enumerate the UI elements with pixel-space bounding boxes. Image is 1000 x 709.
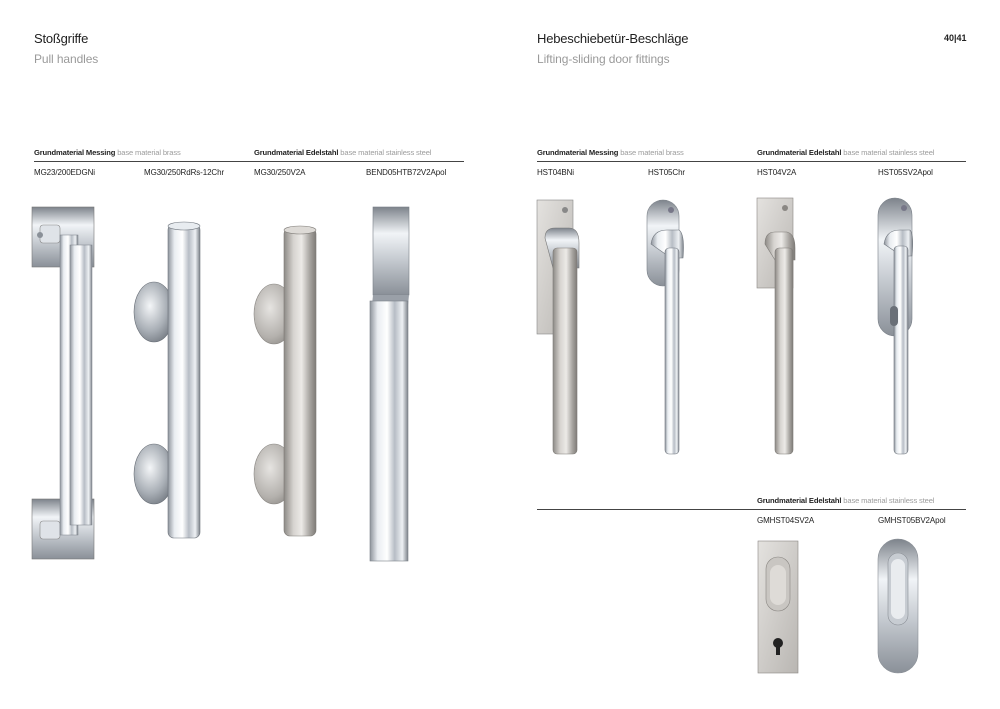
pull-handle-image xyxy=(368,205,412,565)
page-numbers: 40|41 xyxy=(944,33,967,43)
group-label-stainless xyxy=(254,148,431,157)
right-page-title: Hebeschiebetür-Beschläge xyxy=(537,31,689,46)
product-code: GMHST05BV2Apol xyxy=(878,516,946,525)
group-label-de: Grundmaterial Messing xyxy=(34,148,116,157)
pull-handle-image xyxy=(132,218,204,544)
lift-slide-handle-image xyxy=(535,198,581,460)
divider-rule xyxy=(537,509,966,510)
group-label-brass xyxy=(537,148,684,157)
group-label-en: base material stainless steel xyxy=(843,148,935,157)
product-code: BEND05HTB72V2Apol xyxy=(366,168,447,177)
flush-handle-plate-image xyxy=(876,537,922,677)
product-code: HST04BNi xyxy=(537,168,574,177)
pull-handle-image xyxy=(30,205,98,563)
product-code: MG30/250RdRs-12Chr xyxy=(144,168,225,177)
group-label-de: Grundmaterial Edelstahl xyxy=(757,496,842,505)
right-page-subtitle: Lifting-sliding door fittings xyxy=(537,52,670,66)
left-page-title: Stoßgriffe xyxy=(34,31,89,46)
product-code: HST05Chr xyxy=(648,168,685,177)
group-label-de: Grundmaterial Edelstahl xyxy=(254,148,339,157)
group-label-en: base material stainless steel xyxy=(340,148,432,157)
group-label-en: base material brass xyxy=(117,148,181,157)
group-label-en: base material brass xyxy=(620,148,684,157)
group-label-de: Grundmaterial Messing xyxy=(537,148,619,157)
product-code: HST04V2A xyxy=(757,168,797,177)
lift-slide-handle-image xyxy=(753,196,799,460)
lift-slide-handle-image xyxy=(643,198,689,460)
group-label-de: Grundmaterial Edelstahl xyxy=(757,148,842,157)
lift-slide-handle-image xyxy=(874,196,918,460)
group-label-brass xyxy=(34,148,181,157)
product-code: MG23/200EDGNi xyxy=(34,168,95,177)
pull-handle-image xyxy=(252,222,320,540)
left-page-subtitle: Pull handles xyxy=(34,52,99,66)
product-code: MG30/250V2A xyxy=(254,168,306,177)
divider-rule xyxy=(34,161,464,162)
group-label-en: base material stainless steel xyxy=(843,496,935,505)
group-label-stainless xyxy=(757,496,934,505)
product-code: HST05SV2Apol xyxy=(878,168,933,177)
divider-rule xyxy=(537,161,966,162)
product-code: GMHST04SV2A xyxy=(757,516,815,525)
flush-handle-plate-image xyxy=(756,539,802,677)
group-label-stainless xyxy=(757,148,934,157)
